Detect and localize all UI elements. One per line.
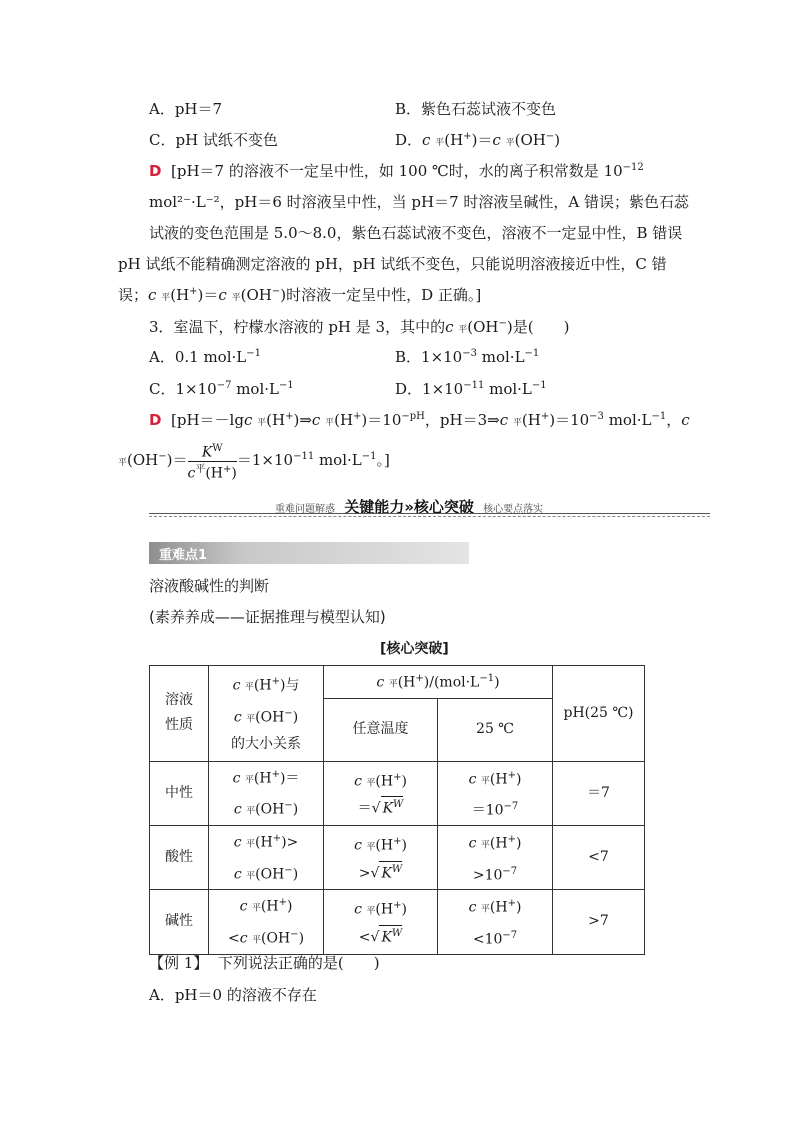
q2-explanation-line-5: 误；c 平(H+)＝c 平(OH−)时溶液一定呈中性，D 正确。] — [118, 286, 482, 304]
header-25c: 25 ℃ — [438, 698, 553, 761]
kw-fraction: $\frac{K^W}{c^平(H^+)}$ — [187, 443, 237, 482]
header-relation: c 平(H+)与 c 平(OH−) 的大小关系 — [209, 666, 324, 762]
q2-explanation-line-2: mol²⁻·L⁻²，pH＝6 时溶液呈中性，当 pH＝7 时溶液呈碱性，A 错误；紫色石蕊 — [149, 193, 690, 211]
q3-explanation-line-1: D [pH＝－lgc 平(H+)⇒c 平$(H^+)=10^{-pH}$，pH＝3⇒c 平$(H^+)=10^{-3}$ $mol\cdot L^{-1}$，c — [149, 411, 690, 429]
table-row: 中性 c 平(H+)＝ c 平(OH−) c 平(H+) ＝√ $K^W$ c 平(H+) $=10^{-7}$ ＝7 — [150, 761, 645, 825]
q3-option-d: D．$1\times 10^{-11}$ $mol\cdot L^{-1}$ — [395, 380, 547, 398]
q2-explanation-line-4: pH 试纸不能精确测定溶液的 pH，pH 试纸不变色，只能说明溶液接近中性，C 错 — [118, 255, 667, 273]
header-nature: 溶液 性质 — [150, 666, 209, 762]
table-row: 碱性 c 平(H+) <c 平(OH−) c 平(H+) <√ $K^W$ c 平(H+) $<10^{-7}$ >7 — [150, 890, 645, 954]
q2-explanation-line-3: 试液的变色范围是 5.0～8.0，紫色石蕊试液不变色，溶液不一定显中性，B 错误 — [149, 224, 683, 242]
q3-option-c: C．$1\times 10^{-7}$ $mol\cdot L^{-1}$ — [149, 380, 294, 398]
q2-option-b: B．紫色石蕊试液不变色 — [395, 100, 557, 118]
section-title: 溶液酸碱性的判断 — [149, 577, 270, 595]
table-row: 酸性 c 平(H+)> c 平(OH−) c 平(H+) >√ $K^W$ c 平(H+) $>10^{-7}$ <7 — [150, 825, 645, 889]
divider-left-caption: 重难问题解惑 — [275, 504, 335, 515]
q2-explanation-line-1: D [pH＝7 的溶液不一定呈中性，如 100 ℃时，水的离子积常数是 $10^{-12}$ — [149, 162, 644, 180]
acidity-table — [149, 665, 645, 955]
q2-answer: D — [149, 162, 162, 180]
row-base-ph: >7 — [553, 890, 645, 954]
q3-explanation-line-2: 平(OH−)＝ $\frac{K^W}{c^平(H^+)}$ $=1\times 10^{-11}$ $mol\cdot L^{-1}$。] — [118, 443, 390, 482]
header-any-temp: 任意温度 — [324, 698, 438, 761]
q2-option-c: C．pH 试纸不变色 — [149, 131, 278, 149]
section-divider — [149, 498, 710, 518]
divider-title: 关键能力»核心突破 — [344, 498, 474, 516]
q3-stem: 3．室温下，柠檬水溶液的 pH 是 3，其中的c 平(OH−)是( ) — [149, 318, 570, 336]
row-base-name: 碱性 — [150, 890, 209, 954]
q3-answer: D — [149, 411, 162, 429]
row-neutral-ph: ＝7 — [553, 761, 645, 825]
row-acid-ph: <7 — [553, 825, 645, 889]
example-1-option-a: A．pH＝0 的溶液不存在 — [149, 986, 317, 1004]
q2-option-d: D．c 平(H+)＝c 平(OH−) — [395, 131, 561, 149]
q2-option-a: A．pH＝7 — [149, 100, 223, 118]
header-ph: pH(25 ℃) — [553, 666, 645, 762]
q3-option-a: A．0.1 $mol\cdot L^{-1}$ — [149, 348, 261, 366]
row-neutral-name: 中性 — [150, 761, 209, 825]
section-tag: 重难点1 — [149, 542, 469, 564]
q3-option-b: B．$1\times 10^{-3}$ $mol\cdot L^{-1}$ — [395, 348, 540, 366]
header-concentration: c 平$(H^+)/(mol\cdot L^{-1})$ — [324, 666, 553, 699]
example-1: 【例 1】 下列说法正确的是( ) — [149, 954, 380, 972]
row-acid-name: 酸性 — [150, 825, 209, 889]
divider-right-caption: 核心要点落实 — [483, 504, 544, 515]
section-subtitle: (素养养成——证据推理与模型认知) — [149, 608, 386, 626]
core-heading: [核心突破] — [380, 641, 449, 657]
